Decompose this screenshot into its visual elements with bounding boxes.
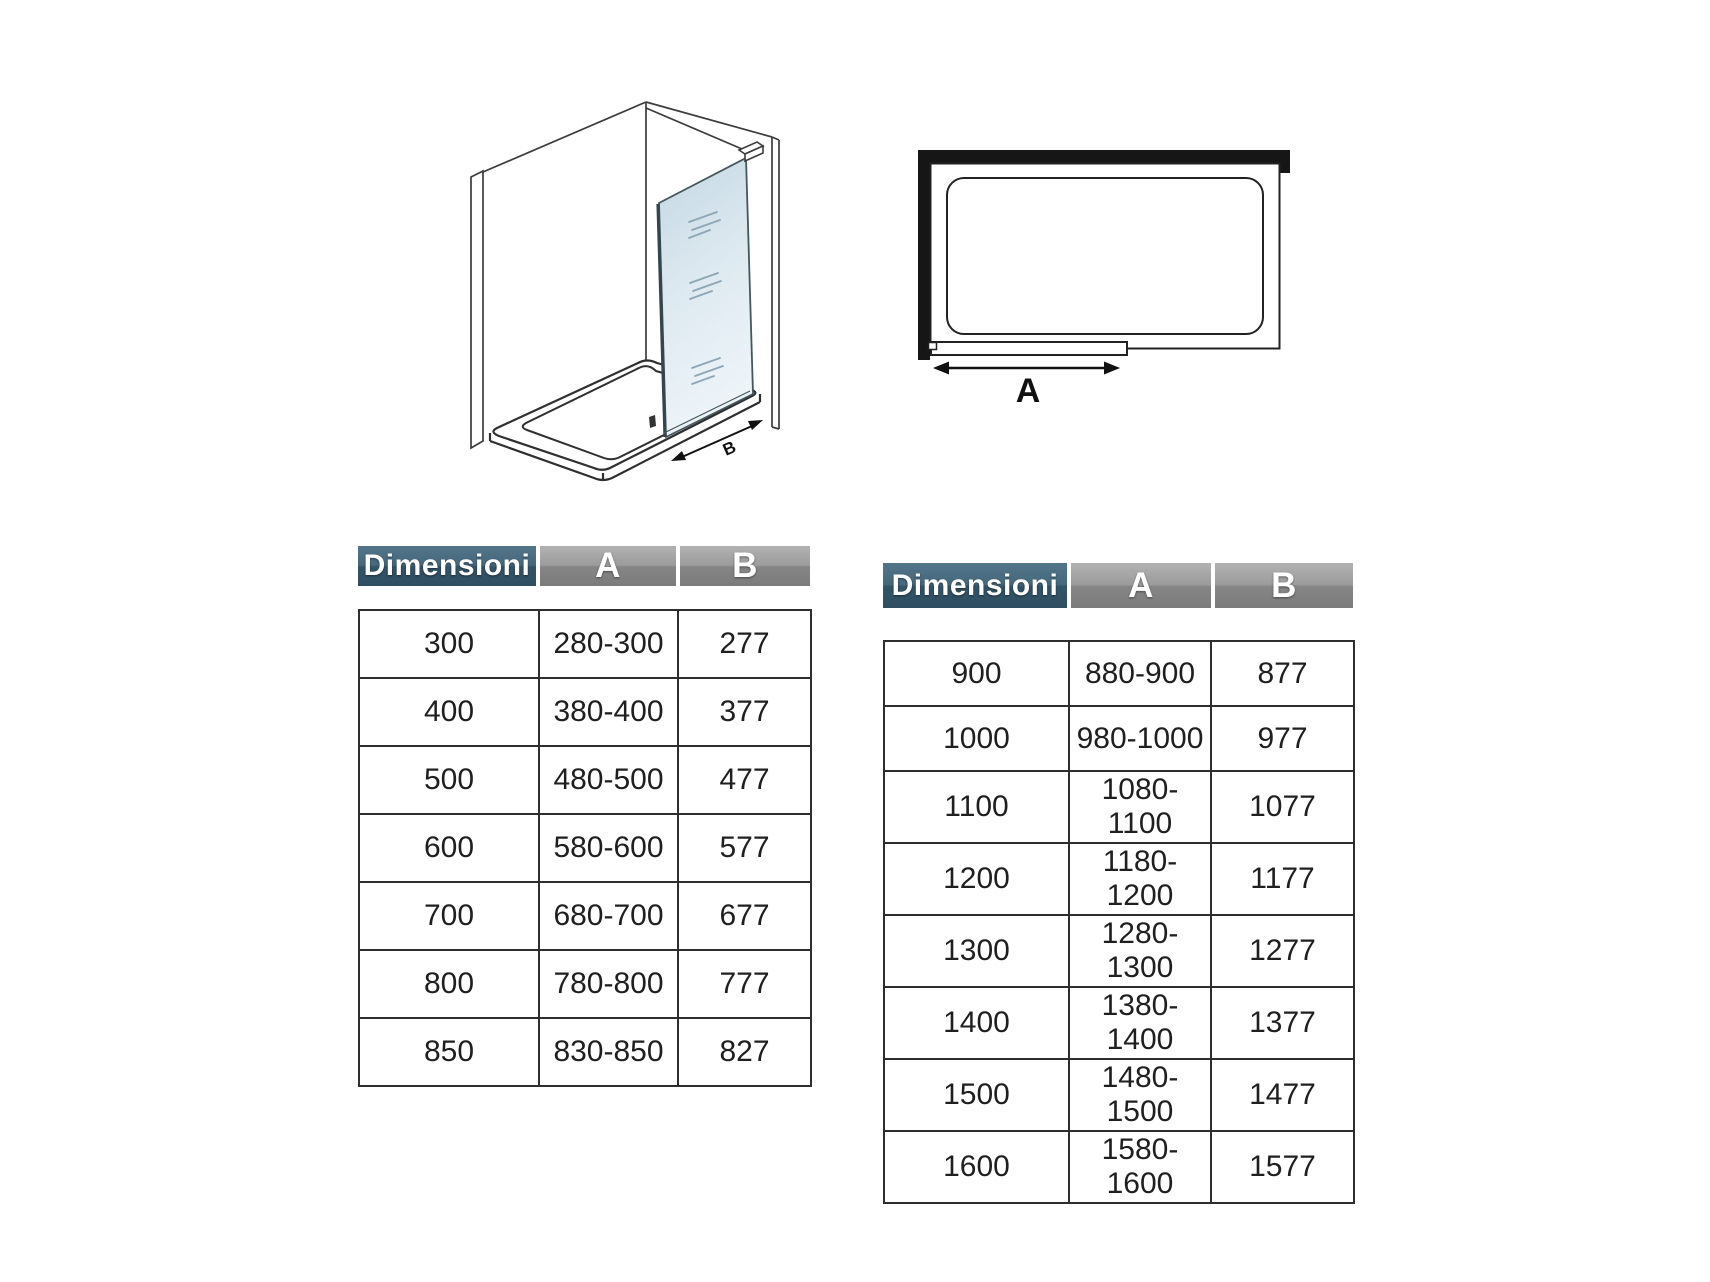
table-cell: 977 [1211,706,1354,771]
table-header [358,546,810,586]
table-cell: 1100 [884,771,1069,843]
top-view-diagram [905,140,1305,410]
table-cell: 1480-1500 [1069,1059,1211,1131]
table-cell: 880-900 [1069,641,1211,706]
left-wall [918,150,930,360]
column-header-a: A [540,546,676,586]
table-row [359,882,811,950]
table-cell: 850 [359,1018,539,1086]
table-cell: 580-600 [539,814,678,882]
table-row [884,987,1354,1059]
wall-profile-plan [929,343,937,350]
table-header [883,563,1353,608]
table-cell: 277 [678,610,811,678]
table-row [884,1131,1354,1203]
table-cell: 800 [359,950,539,1018]
table-cell: 377 [678,678,811,746]
table-cell: 1177 [1211,843,1354,915]
table-cell: 780-800 [539,950,678,1018]
table-cell: 1000 [884,706,1069,771]
table-row [359,610,811,678]
table-row [359,1018,811,1086]
table-cell: 380-400 [539,678,678,746]
wall-bracket [739,142,763,161]
table-cell: 600 [359,814,539,882]
table-cell: 280-300 [539,610,678,678]
table-cell: 480-500 [539,746,678,814]
table-cell: 777 [678,950,811,1018]
glass-foot-bracket [649,415,656,428]
column-header-b: B [680,546,810,586]
table-row [884,843,1354,915]
table-cell: 1280-1300 [1069,915,1211,987]
table-cell: 400 [359,678,539,746]
dimensions-table-right [883,563,1353,1204]
glass-panel [649,158,753,437]
table-cell: 680-700 [539,882,678,950]
table-cell: 900 [884,641,1069,706]
dimension-b-label: B [719,437,739,460]
table-cell: 1180-1200 [1069,843,1211,915]
table-row [884,706,1354,771]
table-cell: 1077 [1211,771,1354,843]
table-cell: 1477 [1211,1059,1354,1131]
table-cell: 1500 [884,1059,1069,1131]
table-cell: 1577 [1211,1131,1354,1203]
table-cell: 1080-1100 [1069,771,1211,843]
table-body [358,609,812,1087]
table-cell: 980-1000 [1069,706,1211,771]
table-cell: 577 [678,814,811,882]
iso-shower-diagram [400,70,780,490]
table-row [884,1059,1354,1131]
column-header-b: B [1215,563,1353,608]
table-cell: 477 [678,746,811,814]
table-cell: 830-850 [539,1018,678,1086]
table-cell: 877 [1211,641,1354,706]
table-cell: 1580-1600 [1069,1131,1211,1203]
table-cell: 677 [678,882,811,950]
table-row [884,641,1354,706]
dimension-a-label: A [1015,372,1041,410]
table-cell: 1600 [884,1131,1069,1203]
table-row [884,771,1354,843]
table-cell: 700 [359,882,539,950]
table-row [359,950,811,1018]
table-body [883,640,1355,1204]
left-wall [471,171,483,448]
table-cell: 1400 [884,987,1069,1059]
top-wall [919,150,1290,163]
table-cell: 1200 [884,843,1069,915]
table-cell: 300 [359,610,539,678]
table-row [359,814,811,882]
glass-screen-plan [931,342,1127,355]
table-cell: 1300 [884,915,1069,987]
table-cell: 1380-1400 [1069,987,1211,1059]
table-row [359,746,811,814]
column-header-dimensioni: Dimensioni [358,546,536,586]
table-cell: 827 [678,1018,811,1086]
enclosure-outline [931,164,1280,349]
table-cell: 1377 [1211,987,1354,1059]
back-wall [483,102,646,362]
dimensions-table-left [358,546,810,1087]
table-row [884,915,1354,987]
column-header-a: A [1071,563,1211,608]
table-cell: 500 [359,746,539,814]
table-cell: 1277 [1211,915,1354,987]
table-row [359,678,811,746]
column-header-dimensioni: Dimensioni [883,563,1067,608]
